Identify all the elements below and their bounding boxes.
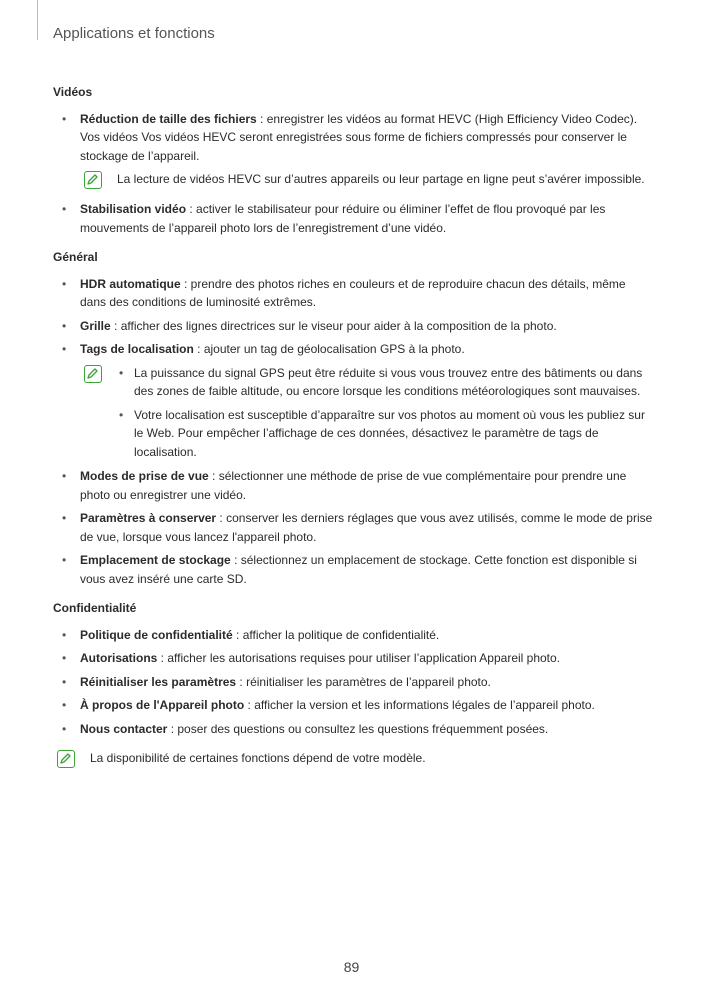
section-heading: Confidentialité bbox=[53, 601, 137, 615]
note-text: La puissance du signal GPS peut être réduite si vous vous trouvez entre des bâtiments ou dans des zones de faible altitude, ou encore lorsque les conditions météorologiques sont mauvaises. bbox=[134, 365, 643, 398]
bullet: • bbox=[62, 721, 67, 736]
item-text: : sélectionnez un emplacement de stockage. Cette fonction est disponible si vous avez inséré une carte SD. bbox=[80, 553, 637, 586]
item-text: : activer le stabilisateur pour réduire ou éliminer l’effet de flou provoqué par les mouvements de l’appareil photo lors de l’enregistrement d’une vidéo. bbox=[80, 202, 606, 235]
item-term: Nous contacter bbox=[80, 721, 168, 736]
item-term: Politique de confidentialité bbox=[80, 627, 233, 642]
header-rule bbox=[37, 0, 38, 40]
note-pencil-icon bbox=[84, 171, 102, 189]
item-term: Réinitialiser les paramètres bbox=[80, 674, 237, 689]
footer-note bbox=[53, 749, 653, 773]
item-text: : afficher des lignes directrices sur le viseur pour aider à la composition de la photo. bbox=[110, 318, 557, 333]
item-term: HDR automatique bbox=[80, 276, 181, 291]
page-header-title: Applications et fonctions bbox=[53, 25, 215, 42]
page-content bbox=[53, 83, 653, 779]
note-list-item bbox=[117, 364, 653, 401]
item-text: : sélectionner une méthode de prise de vue complémentaire pour prendre une photo ou enregistrer une vidéo. bbox=[80, 469, 627, 502]
note-pencil-icon bbox=[57, 750, 75, 768]
bullet: • bbox=[62, 276, 67, 291]
note bbox=[80, 170, 653, 194]
note-text: Votre localisation est susceptible d’apparaître sur vos photos au moment où vous les publiez sur le Web. Pour empêcher l’affichage de ces données, désactivez le paramètre de tags de localisation. bbox=[134, 407, 645, 459]
bullet: • bbox=[62, 627, 67, 642]
list-item bbox=[53, 673, 653, 692]
item-text: : conserver les derniers réglages que vous avez utilisés, comme le mode de prise de vue, lorsque vous lancez l'appareil photo. bbox=[80, 511, 653, 544]
bullet: • bbox=[62, 111, 67, 126]
bullet: • bbox=[62, 202, 67, 216]
note bbox=[80, 364, 653, 462]
item-term: Emplacement de stockage bbox=[80, 553, 231, 567]
section-videos bbox=[53, 83, 653, 237]
bullet: • bbox=[62, 511, 67, 525]
list-item bbox=[53, 200, 653, 237]
section-heading: Général bbox=[53, 250, 98, 264]
list-item bbox=[53, 340, 653, 359]
note-text: La disponibilité de certaines fonctions dépend de votre modèle. bbox=[90, 751, 426, 765]
bullet: • bbox=[119, 365, 124, 380]
note-text: La lecture de vidéos HEVC sur d’autres appareils ou leur partage en ligne peut s’avérer impossible. bbox=[117, 172, 645, 186]
item-text: : afficher les autorisations requises pour utiliser l’application Appareil photo. bbox=[157, 651, 561, 665]
section-heading: Vidéos bbox=[53, 85, 93, 99]
item-term: Réduction de taille des fichiers bbox=[80, 111, 257, 126]
item-term: Tags de localisation bbox=[80, 342, 194, 356]
item-term: Autorisations bbox=[80, 651, 158, 665]
bullet: • bbox=[62, 674, 67, 689]
item-text: : enregistrer les vidéos au format HEVC (High Efficiency Video Codec). Vos vidéos Vos vidéos HEVC seront enregistrées sous forme de fichiers compressés pour conserver le stockage de l’appareil. bbox=[80, 111, 638, 163]
list-item bbox=[53, 275, 653, 312]
bullet: • bbox=[62, 553, 67, 567]
item-term: Stabilisation vidéo bbox=[80, 202, 187, 216]
list-item bbox=[53, 509, 653, 546]
list-item bbox=[53, 626, 653, 645]
list-item bbox=[53, 649, 653, 668]
item-term: Grille bbox=[80, 318, 111, 333]
item-term: Paramètres à conserver bbox=[80, 511, 217, 525]
list-item bbox=[53, 720, 653, 739]
item-text: : poser des questions ou consultez les questions fréquemment posées. bbox=[167, 721, 549, 736]
item-text: : prendre des photos riches en couleurs et de reproduire chacun des détails, même dans des conditions de luminosité extrêmes. bbox=[80, 276, 626, 309]
section-privacy bbox=[53, 599, 653, 738]
note-list-item bbox=[117, 406, 653, 462]
list-item bbox=[53, 317, 653, 336]
item-term: Modes de prise de vue bbox=[80, 469, 209, 483]
item-text: : ajouter un tag de géolocalisation GPS à la photo. bbox=[193, 342, 465, 356]
section-general bbox=[53, 248, 653, 588]
item-text: : afficher la politique de confidentialité. bbox=[232, 627, 440, 642]
list-item bbox=[53, 551, 653, 588]
item-term: À propos de l'Appareil photo bbox=[80, 698, 245, 712]
item-text: : réinitialiser les paramètres de l’appareil photo. bbox=[236, 674, 491, 689]
bullet: • bbox=[119, 407, 124, 422]
bullet: • bbox=[62, 651, 67, 665]
list-item bbox=[53, 110, 653, 166]
bullet: • bbox=[62, 318, 67, 333]
item-text: : afficher la version et les informations légales de l’appareil photo. bbox=[244, 698, 595, 712]
list-item bbox=[53, 696, 653, 715]
list-item bbox=[53, 467, 653, 504]
note-pencil-icon bbox=[84, 365, 102, 383]
bullet: • bbox=[62, 342, 67, 356]
bullet: • bbox=[62, 469, 67, 483]
bullet: • bbox=[62, 698, 67, 712]
page-number: 89 bbox=[343, 959, 360, 975]
